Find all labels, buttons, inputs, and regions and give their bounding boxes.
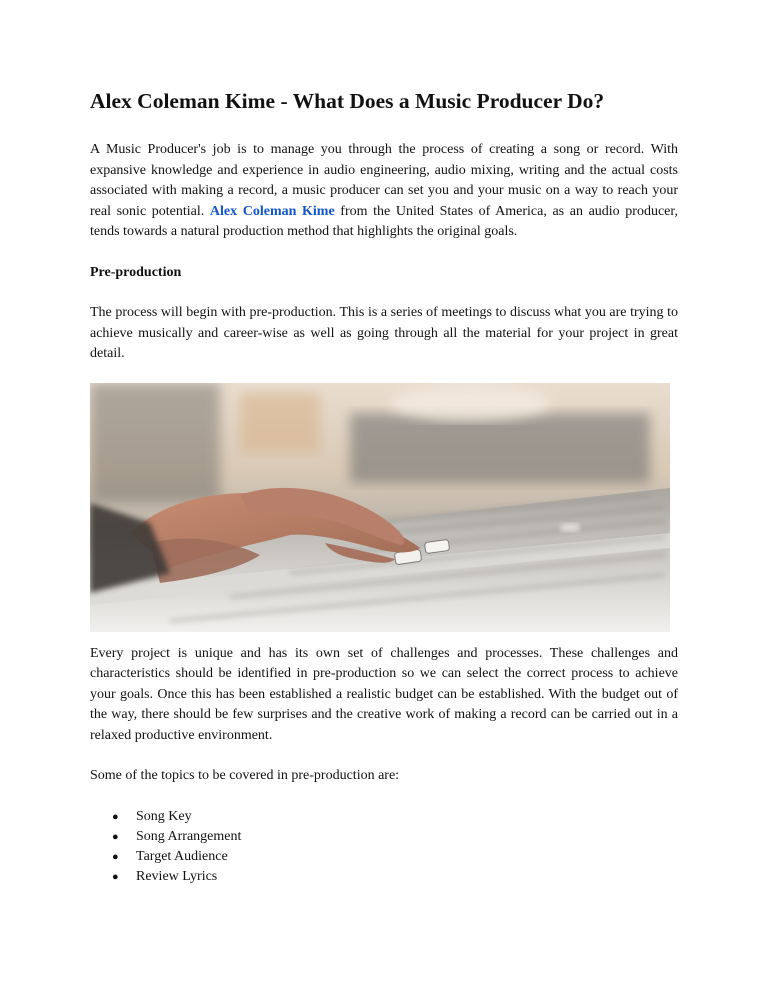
- topics-list: [90, 807, 678, 887]
- document-title: Alex Coleman Kime - What Does a Music Producer Do?: [90, 89, 605, 113]
- list-item-text: Review Lyrics: [136, 868, 218, 884]
- author-link[interactable]: Alex Coleman Kime: [209, 203, 335, 219]
- topics-intro: Some of the topics to be covered in pre-production are:: [90, 768, 400, 783]
- bullet-icon: ●: [112, 830, 119, 843]
- list-item: [90, 847, 678, 867]
- list-item-text: Song Arrangement: [136, 828, 242, 844]
- intro-paragraph: [90, 140, 678, 243]
- intro-text-end: from the United States of America, as an audio producer, tends towards a natural production method that highlights the original goals.: [90, 203, 678, 239]
- section-heading: Pre-production: [90, 264, 182, 280]
- list-item: [90, 827, 678, 847]
- mixing-console-photo: [90, 383, 670, 632]
- list-item: [90, 867, 678, 887]
- document-page: [90, 88, 678, 887]
- list-item-text: Target Audience: [136, 848, 228, 864]
- bullet-icon: ●: [112, 870, 119, 883]
- challenges-paragraph: Every project is unique and has its own set of challenges and processes. These challenges and characteristics should be identified in pre-production so we can select the correct process to achieve your goals. Once this has been established a realistic budget can be established. With the budget out of the way, there should be few surprises and the creative work of making a record can be carried out in a relaxed productive environment.: [90, 645, 678, 743]
- bullet-icon: ●: [112, 850, 119, 863]
- pre-production-paragraph: The process will begin with pre-production. This is a series of meetings to discuss what you are trying to achieve musically and career-wise as well as going through all the material for your project in great detail.: [90, 305, 678, 361]
- intro-text-start: A Music Producer's job is to manage you through the process of creating a song or record. With expansive knowledge and experience in audio engineering, audio mixing, writing and the actual costs associated with making a record, a music producer can set you and your music on a way to reach your real sonic potential.: [90, 142, 678, 219]
- bullet-icon: ●: [112, 810, 119, 823]
- list-item: [90, 807, 678, 827]
- list-item-text: Song Key: [136, 808, 192, 824]
